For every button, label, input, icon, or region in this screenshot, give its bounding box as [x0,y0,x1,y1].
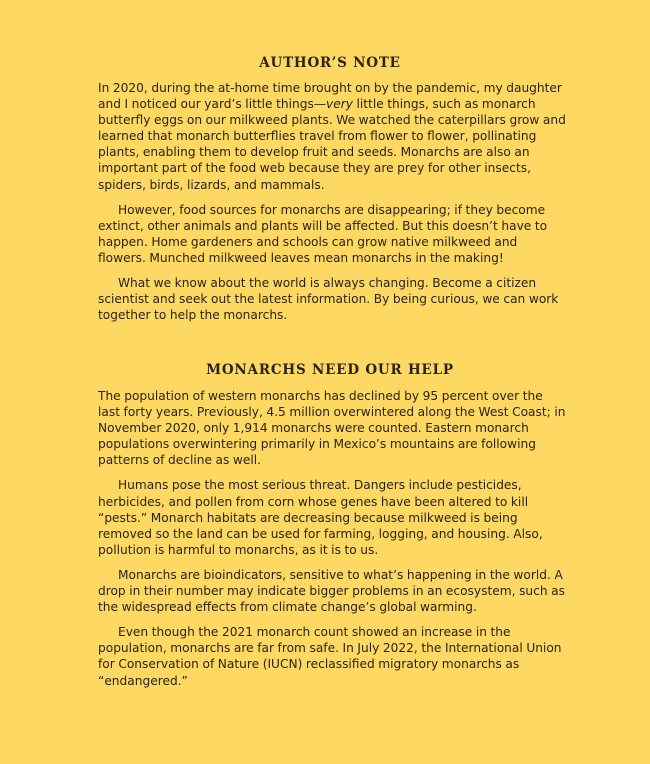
authors-note-paragraph-3: What we know about the world is always changing. Become a citizen scientist and seek out the latest information. By being curious, we can work together to help the monarchs. [98,276,559,323]
authors-note-p1-text-b: little things, such as monarch butterfly eggs on our milkweed plants. We watched the caterpillars grow and learned that monarch butterflies travel from flower to flower, pollinating plants, enabling them to develop fruit and seeds. Monarchs are also an important part of the food web because they are prey for other insects, spiders, birds, lizards, and mammals. [98,97,566,192]
authors-note-heading: AUTHOR’S NOTE [259,55,401,71]
authors-note-section [98,80,568,332]
monarchs-paragraph-3: Monarchs are bioindicators, sensitive to what’s happening in the world. A drop in their number may indicate bigger problems in an ecosystem, such as the widespread effects from climate change’s global warming. [98,567,565,615]
authors-note-paragraph-2: However, food sources for monarchs are disappearing; if they become extinct, other animals and plants will be affected. But this doesn’t have to happen. Home gardeners and schools can grow native milkweed and flowers. Munched milkweed leaves mean monarchs in the making! [98,202,548,265]
authors-note-p1-text-a: In 2020, during the at-home time brought on by the pandemic, my daughter and I noticed our yard’s little things— [98,81,562,112]
monarchs-need-help-heading: MONARCHS NEED OUR HELP [206,362,454,378]
authors-note-p1-emphasis: very [325,97,353,112]
monarchs-paragraph-2: Humans pose the most serious threat. Dangers include pesticides, herbicides, and pollen from corn whose genes have been altered to kill “pests.” Monarch habitats are decreasing because milkweed is being removed so the land can be used for farming, logging, and housing. Also, pollution is harmful to monarchs, as it is to us. [98,478,543,557]
monarchs-paragraph-1: The population of western monarchs has declined by 95 percent over the last forty years. Previously, 4.5 million overwintered along the West Coast; in November 2020, only 1,914 monarchs were counted. Eastern monarch populations overwintering primarily in Mexico’s mountains are following patterns of decline as well. [98,389,566,468]
monarchs-paragraph-4: Even though the 2021 monarch count showed an increase in the population, monarchs are far from safe. In July 2022, the International Union for Conservation of Nature (IUCN) reclassified migratory monarchs as “endangered.” [98,625,562,688]
authors-note-paragraph-1 [98,80,568,193]
monarchs-need-help-section [98,388,568,698]
